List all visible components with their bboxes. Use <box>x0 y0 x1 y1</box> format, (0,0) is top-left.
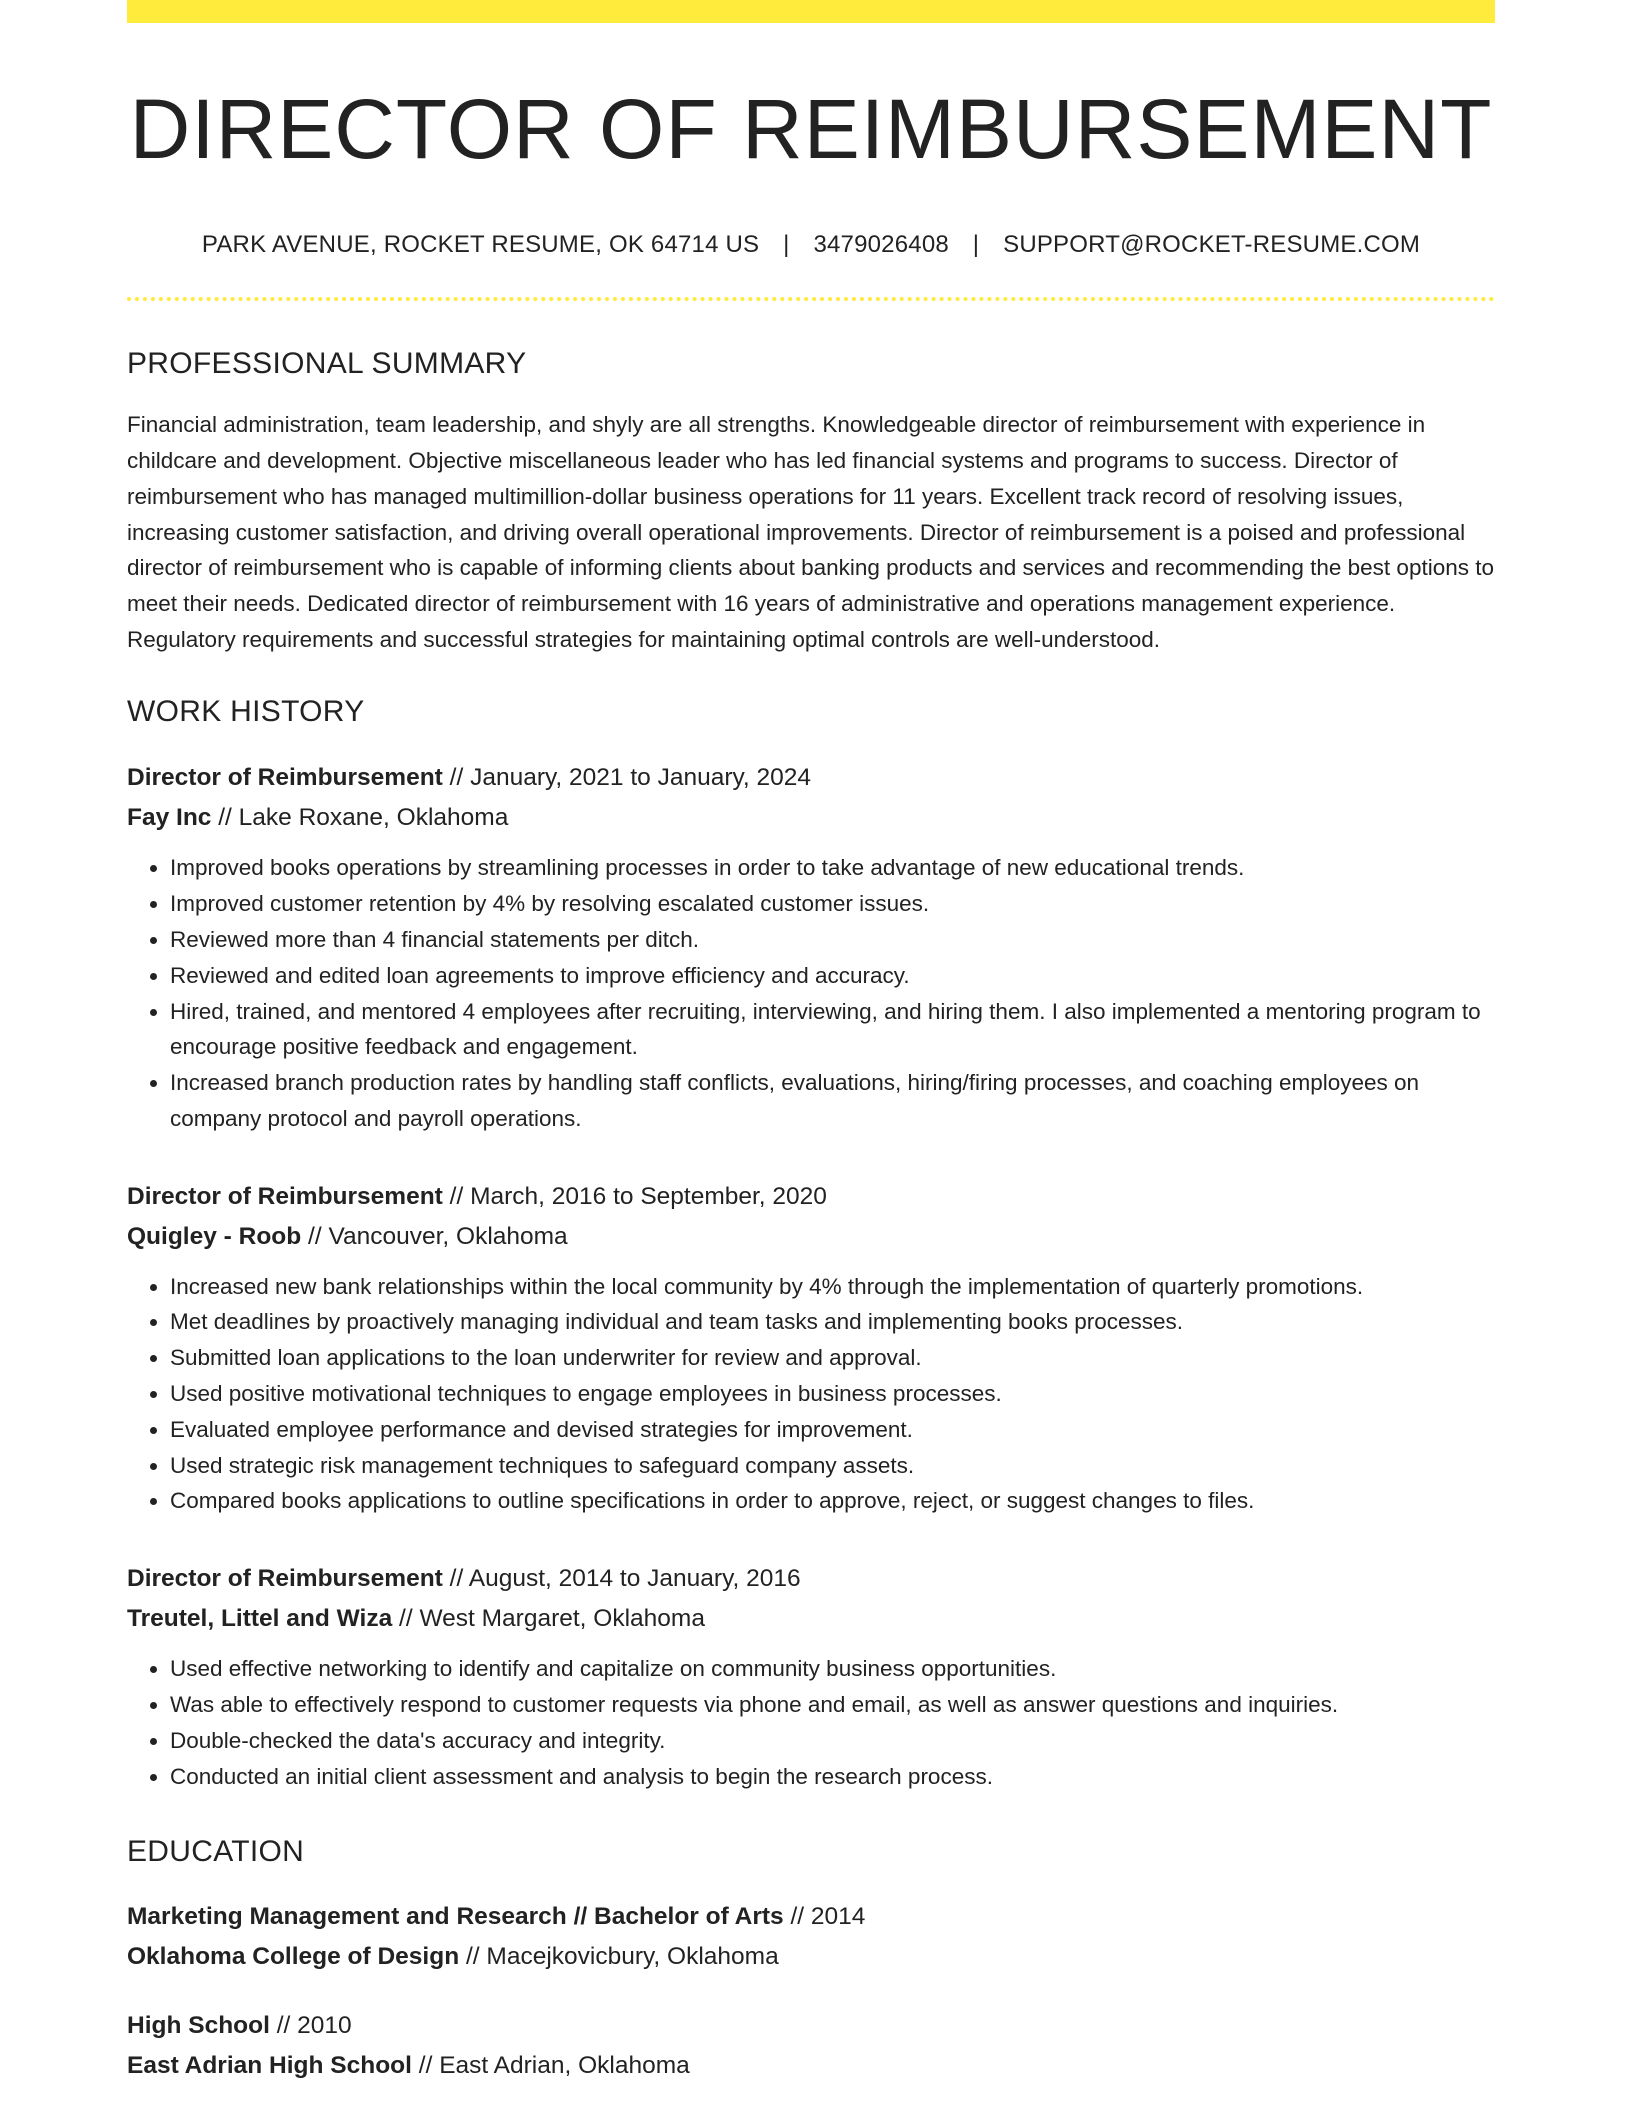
job-entry <box>127 758 1495 1136</box>
job-bullets <box>127 1269 1495 1520</box>
bullet-item: • Reviewed and edited loan agreements to improve efficiency and accuracy. <box>170 958 1495 994</box>
job-company: Fay Inc <box>127 804 212 832</box>
bullet-item: • Double-checked the data's accuracy and integrity. <box>170 1723 1495 1759</box>
bullet-item: • Improved customer retention by 4% by resolving escalated customer issues. <box>170 886 1495 922</box>
job-company-line <box>127 1217 1495 1257</box>
education-location: // East Adrian, Oklahoma <box>411 2052 690 2080</box>
job-location: // Vancouver, Oklahoma <box>301 1222 568 1250</box>
contact-separator: | <box>783 231 790 259</box>
bullet-item: • Evaluated employee performance and devised strategies for improvement. <box>170 1412 1495 1448</box>
job-company-line <box>127 1599 1495 1639</box>
job-role-line <box>127 758 1495 798</box>
contact-separator: | <box>972 231 980 259</box>
job-dates: // March, 2016 to September, 2020 <box>442 1182 827 1210</box>
bullet-item: • Increased branch production rates by handling staff conflicts, evaluations, hiring/firing processes, and coaching employees on company protocol and payroll operations. <box>170 1065 1495 1137</box>
job-dates: // January, 2021 to January, 2024 <box>442 764 812 792</box>
contact-address: PARK AVENUE, ROCKET RESUME, OK 64714 US <box>201 231 760 259</box>
job-company: Treutel, Littel and Wiza <box>127 1605 393 1633</box>
education-degree: Marketing Management and Research // Bachelor of Arts <box>127 1903 784 1931</box>
bullet-item: • Was able to effectively respond to customer requests via phone and email, as well as answer questions and inquiries. <box>170 1687 1495 1723</box>
job-company-line <box>127 798 1495 838</box>
job-role-line <box>127 1177 1495 1217</box>
job-role: Director of Reimbursement <box>127 1565 443 1593</box>
dotted-divider <box>127 297 1495 301</box>
bullet-item: • Submitted loan applications to the loan underwriter for review and approval. <box>170 1340 1495 1376</box>
education-location: // Macejkovicbury, Oklahoma <box>459 1943 779 1971</box>
contact-email: SUPPORT@ROCKET-RESUME.COM <box>1003 231 1421 259</box>
bullet-item: • Met deadlines by proactively managing individual and team tasks and implementing books processes. <box>170 1304 1495 1340</box>
job-role: Director of Reimbursement <box>127 1182 443 1210</box>
summary-section-title: PROFESSIONAL SUMMARY <box>127 347 527 381</box>
education-school: Oklahoma College of Design <box>127 1943 460 1971</box>
job-location: // Lake Roxane, Oklahoma <box>211 804 509 832</box>
bullet-item: • Increased new bank relationships within the local community by 4% through the implementation of quarterly promotions. <box>170 1269 1495 1305</box>
education-year: // 2010 <box>269 2012 352 2040</box>
bullet-item: • Hired, trained, and mentored 4 employees after recruiting, interviewing, and hiring them. I also implemented a mentoring program to encourage positive feedback and engagement. <box>170 994 1495 1066</box>
education-degree-line <box>127 1897 1495 1937</box>
education-year: // 2014 <box>783 1903 866 1931</box>
bullet-item: • Conducted an initial client assessment and analysis to begin the research process. <box>170 1759 1495 1795</box>
job-entry <box>127 1559 1495 1794</box>
bullet-item: • Improved books operations by streamlining processes in order to take advantage of new educational trends. <box>170 850 1495 886</box>
resume-name-heading: DIRECTOR OF REIMBURSEMENT <box>129 82 1493 176</box>
bullet-item: • Reviewed more than 4 financial statements per ditch. <box>170 922 1495 958</box>
bullet-item: • Used effective networking to identify and capitalize on community business opportunities. <box>170 1651 1495 1687</box>
education-degree: High School <box>127 2012 270 2040</box>
education-school-line <box>127 2046 1495 2086</box>
bullet-item: • Compared books applications to outline specifications in order to approve, reject, or suggest changes to files. <box>170 1483 1495 1519</box>
accent-top-bar <box>127 0 1495 23</box>
contact-line <box>127 233 1495 257</box>
education-entry <box>127 2006 1495 2086</box>
education-degree-line <box>127 2006 1495 2046</box>
job-location: // West Margaret, Oklahoma <box>392 1605 705 1633</box>
education-school-line <box>127 1937 1495 1977</box>
summary-text: Financial administration, team leadership, and shyly are all strengths. Knowledgeable director of reimbursement with experience in childcare and development. Objective miscellaneous leader who has led financial systems and programs to success. Director of reimbursement who has managed multimillion-dollar business operations for 11 years. Excellent track record of resolving issues, increasing customer satisfaction, and driving overall operational improvements. Director of reimbursement is a poised and professional director of reimbursement who is capable of informing clients about banking products and services and recommending the best options to meet their needs. Dedicated director of reimbursement with 16 years of administrative and operations management experience. Regulatory requirements and successful strategies for maintaining optimal controls are well-understood. <box>127 412 1494 652</box>
job-dates: // August, 2014 to January, 2016 <box>442 1565 801 1593</box>
job-bullets <box>127 1651 1495 1794</box>
job-role-line <box>127 1559 1495 1599</box>
bullet-item: • Used strategic risk management techniques to safeguard company assets. <box>170 1448 1495 1484</box>
contact-phone: 3479026408 <box>813 231 949 259</box>
resume-page <box>127 0 1495 2086</box>
bullet-item: • Used positive motivational techniques to engage employees in business processes. <box>170 1376 1495 1412</box>
education-school: East Adrian High School <box>127 2052 412 2080</box>
education-entry <box>127 1897 1495 1977</box>
education-section-title: EDUCATION <box>127 1835 305 1869</box>
job-company: Quigley - Roob <box>127 1222 302 1250</box>
job-role: Director of Reimbursement <box>127 764 443 792</box>
job-entry <box>127 1177 1495 1520</box>
job-bullets <box>127 850 1495 1136</box>
work-history-section-title: WORK HISTORY <box>127 695 365 729</box>
